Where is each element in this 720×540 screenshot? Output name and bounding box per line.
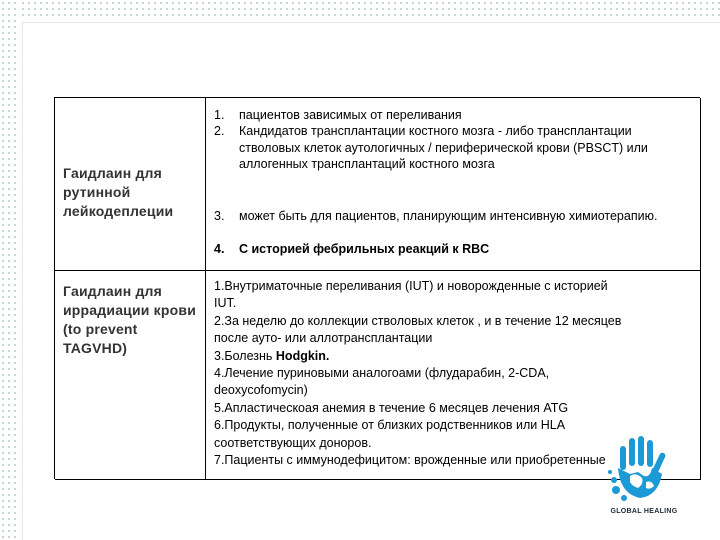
- text-line: соответствующих доноров.: [214, 435, 372, 450]
- row2-heading: Гаидлаин для иррадиации крови (to prevent TAGVHD): [63, 283, 197, 356]
- text-line: 4.Лечение пуриновыми аналогоами (флударабин, 2-CDA,: [214, 366, 550, 381]
- row1-content-cell: [206, 98, 701, 271]
- row1-heading: Гаидлаин для рутинной лейкодеплеции: [63, 165, 174, 219]
- text-line: после ауто- или аллотрансплантации: [214, 331, 433, 346]
- list-number: 3.: [214, 209, 225, 223]
- text-line: 5.Апластическоая анемия в течение 6 месяцев лечения ATG: [214, 400, 569, 415]
- list-text: С историей фебрильных реакций к RBC: [239, 242, 490, 256]
- list-number: 4.: [214, 242, 225, 256]
- text-line: deoxycofomycin): [214, 383, 308, 398]
- hand-globe-icon: [594, 432, 694, 508]
- global-healing-logo: [594, 432, 694, 522]
- text-line: 2.За неделю до коллекции стволовых клеток , и в течение 12 месяцев: [214, 313, 622, 328]
- decorative-dot-border-top: [20, 0, 720, 20]
- list-text: пациентов зависимых от переливания: [239, 108, 462, 122]
- decorative-dot-border-left: [0, 0, 20, 540]
- text-line: [214, 348, 692, 365]
- list-text: Кандидатов трансплантации костного мозга - либо трансплантации стволовых клеток аутологичных / периферической крови (PBSCT) или аллогенных трансплантаций костного мозга: [239, 124, 648, 171]
- text-line-part: 3.Болезнь: [214, 348, 276, 363]
- bold-term: Hodgkin.: [275, 348, 330, 363]
- list-number: 2.: [214, 124, 225, 138]
- text-line: 6.Продукты, полученные от близких родственников или HLA: [214, 418, 566, 433]
- list-number: 1.: [214, 108, 225, 122]
- list-text: может быть для пациентов, планирующим интенсивную химиотерапию.: [239, 209, 658, 223]
- row1-heading-cell: [55, 98, 206, 271]
- row2-heading-cell: [55, 271, 206, 480]
- guidelines-table: [54, 97, 700, 479]
- text-line: 7.Пациенты с иммунодефицитом: врожденные или приобретенные: [214, 453, 606, 468]
- text-line: IUT.: [214, 296, 237, 311]
- logo-text: GLOBAL HEALING: [610, 508, 678, 515]
- text-line: 1.Внутриматочные переливания (IUT) и новорожденные с историей: [214, 279, 608, 293]
